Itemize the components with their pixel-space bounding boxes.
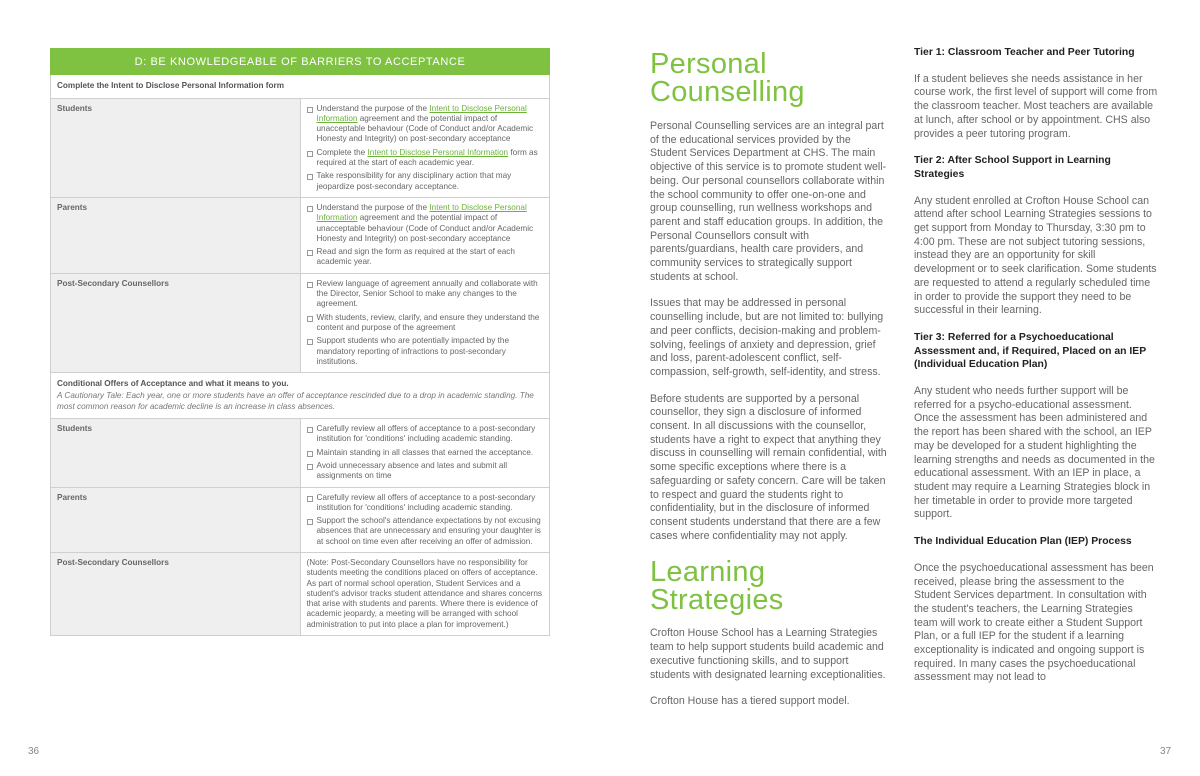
page-number-left: 36 bbox=[28, 746, 40, 757]
checklist-item: Understand the purpose of the Intent to Disclose Personal Information agreement and the potential impact of unacceptable behaviour (Code of Conduct and/or Academic Honesty and Integrity) on post-secondary acceptance bbox=[307, 104, 544, 145]
paragraph: Personal Counselling services are an integral part of the educational services provided by the Student Services Department at CHS. The main objective of this service is to promote student well-being. Our personal counsellors collaborate within the school community to offer one-on-one and group counselling, run wellness workshops and parent and staff education groups. In addition, the Personal Counsellors consult with parents/guardians, health care providers, and community services to strategically support students at school. bbox=[650, 120, 887, 283]
checklist bbox=[307, 424, 544, 481]
tier1-text: If a student believes she needs assistance in her course work, the first level of support will come from the classroom teacher. Most teachers are available at lunch, after school or by appointment. CHS also provides a peer tutoring program. bbox=[914, 72, 1158, 140]
checklist-item: Support students who are potentially impacted by the mandatory reporting of infractions to post-secondary institutions. bbox=[307, 336, 544, 367]
intent-form-link[interactable]: Intent to Disclose Personal Information bbox=[316, 202, 527, 223]
note-cell: (Note: Post-Secondary Counsellors have no responsibility for students meeting the conditions placed on offers of acceptance. As part of normal school operation, Student Services and a student's advisor tracks student attendance and shares concerns that arise with students and parents. Where there is evidence of academic jeopardy, a meeting will be arranged with school administration to put into place a plan for improvement.) bbox=[300, 552, 550, 635]
middle-column bbox=[650, 50, 890, 709]
checklist-item: Take responsibility for any disciplinary action that may jeopardize post-secondary acceptance. bbox=[307, 171, 544, 192]
learning-strategies-heading bbox=[650, 556, 890, 617]
section-title-text: Conditional Offers of Acceptance and what it means to you. bbox=[57, 379, 289, 389]
items-cell bbox=[300, 197, 550, 273]
role-cell: Students bbox=[51, 419, 301, 487]
checklist-item: Carefully review all offers of acceptance to a post-secondary institution for 'conditions' including academic standing. bbox=[307, 493, 544, 514]
table-row bbox=[51, 419, 550, 487]
checklist bbox=[307, 279, 544, 367]
items-cell bbox=[300, 487, 550, 552]
checklist-item: Avoid unnecessary absence and lates and submit all assignments on time bbox=[307, 461, 544, 482]
role-cell: Parents bbox=[51, 487, 301, 552]
iep-process-title: The Individual Education Plan (IEP) Process bbox=[914, 536, 1132, 548]
checklist-item: Complete the Intent to Disclose Personal Information form as required at the start of each academic year. bbox=[307, 148, 544, 169]
heading-line: Counselling bbox=[650, 76, 805, 108]
iep-process-text: Once the psychoeducational assessment has been received, please bring the assessment to the Student Services department. In consultation with the student's teachers, the Learning Strategies team will work to create either a Student Support Plan, or a full IEP for the student if a learning exceptionality is indicated and ongoing support is required. In many cases the psychoeducational assessment may not lead to bbox=[914, 561, 1154, 684]
checklist-item: Maintain standing in all classes that earned the acceptance. bbox=[307, 448, 544, 458]
tier3-text: Any student who needs further support will be referred for a psycho-educational assessment. Once the assessment has been administered and the report has been shared with the school, an IEP may be developed for a student highlighting the learning strengths and needs as documented in the educational assessment. With an IEP in place, a student may require a Learning Strategies block in her timetable in order to provide more targeted support. bbox=[914, 385, 1155, 521]
items-cell bbox=[300, 273, 550, 372]
items-cell bbox=[300, 98, 550, 197]
role-cell: Post-Secondary Counsellors bbox=[51, 273, 301, 372]
personal-counselling-heading bbox=[650, 50, 890, 106]
role-cell: Post-Secondary Counsellors bbox=[51, 552, 301, 635]
tier2-text: Any student enrolled at Crofton House School can attend after school Learning Strategies sessions to get support from Monday to Thursday, 3:30 pm to 4:00 pm. These are not subject tutoring sessions, instead they are an opportunity for skill development or to seek clarification. Some students are requested to attend a regularly scheduled time in order to provide the support they need to be successful in their learning. bbox=[914, 194, 1157, 317]
checklist-item: Carefully review all offers of acceptance to a post-secondary institution for 'conditions' including academic standing. bbox=[307, 424, 544, 445]
role-cell: Students bbox=[51, 98, 301, 197]
role-cell: Parents bbox=[51, 197, 301, 273]
checklist-item: Support the school's attendance expectations by not excusing absences that are unnecessary and ensuring your daughter is at school on time even after receiving an offer of admission. bbox=[307, 516, 544, 547]
checklist bbox=[307, 203, 544, 268]
paragraph: Crofton House has a tiered support model. bbox=[650, 695, 850, 708]
heading-line: Learning bbox=[650, 556, 766, 589]
paragraph: Before students are supported by a personal counsellor, they sign a disclosure of informed consent. In all discussions with the counsellor, students have a right to expect that anything they discuss in counselling will remain confidential, with some specific exceptions where there is a safeguarding or safety concern. Care will be taken to respect and guard the students right to confidentiality, but in the disclosure of informed consent students understand that there are a few cases where confidentiality may not apply. bbox=[650, 392, 887, 542]
table-row bbox=[51, 98, 550, 197]
tier3-title: Tier 3: Referred for a Psychoeducational Assessment and, if Required, Placed on an IEP (Individual Education Plan) bbox=[914, 331, 1146, 371]
checklist-item: With students, review, clarify, and ensure they understand the content and purpose of the agreement bbox=[307, 313, 544, 334]
section-title-intent-form: Complete the Intent to Disclose Personal Information form bbox=[51, 75, 550, 98]
intent-form-link[interactable]: Intent to Disclose Personal Information bbox=[316, 103, 527, 123]
section-title-conditional-offers bbox=[51, 373, 550, 419]
paragraph: Crofton House School has a Learning Strategies team to help support students build academic and executive functioning skills, and to support students with designated learning exceptionalities. bbox=[650, 627, 886, 681]
tier1-title: Tier 1: Classroom Teacher and Peer Tutoring bbox=[914, 47, 1135, 58]
right-column bbox=[914, 46, 1158, 685]
table-row bbox=[51, 487, 550, 552]
table-row bbox=[51, 273, 550, 372]
checklist-item: Understand the purpose of the Intent to Disclose Personal Information agreement and the potential impact of unacceptable behaviour (Code of Conduct and/or Academic Honesty and Integrity) on post-secondary acceptance bbox=[307, 203, 544, 244]
checklist-item: Read and sign the form as required at the start of each academic year. bbox=[307, 247, 544, 268]
heading-line: Personal bbox=[650, 48, 767, 80]
barriers-table bbox=[50, 48, 550, 636]
cautionary-note: A Cautionary Tale: Each year, one or more students have an offer of acceptance rescinded due to a drop in academic standing. The most common reason for academic decline is an increase in class absences. bbox=[57, 391, 534, 411]
checklist-item: Review language of agreement annually and collaborate with the Director, Senior School to make any changes to the agreement. bbox=[307, 279, 544, 310]
page-number-right: 37 bbox=[1160, 746, 1172, 757]
paragraph: Issues that may be addressed in personal counselling include, but are not limited to: bullying and peer conflicts, decision-making and problem-solving, feelings of anxiety and depression, grief and loss, parent-adolescent conflict, self-compassion, self-growth, self-identity, and stress. bbox=[650, 297, 884, 378]
checklist bbox=[307, 104, 544, 192]
intent-form-link[interactable]: Intent to Disclose Personal Information bbox=[367, 147, 509, 157]
items-cell bbox=[300, 419, 550, 487]
heading-line: Strategies bbox=[650, 584, 784, 617]
tier2-title: Tier 2: After School Support in Learning Strategies bbox=[914, 155, 1111, 180]
table-row bbox=[51, 197, 550, 273]
table-header: D: BE KNOWLEDGEABLE OF BARRIERS TO ACCEPTANCE bbox=[51, 49, 550, 75]
table-row bbox=[51, 552, 550, 635]
checklist bbox=[307, 493, 544, 547]
